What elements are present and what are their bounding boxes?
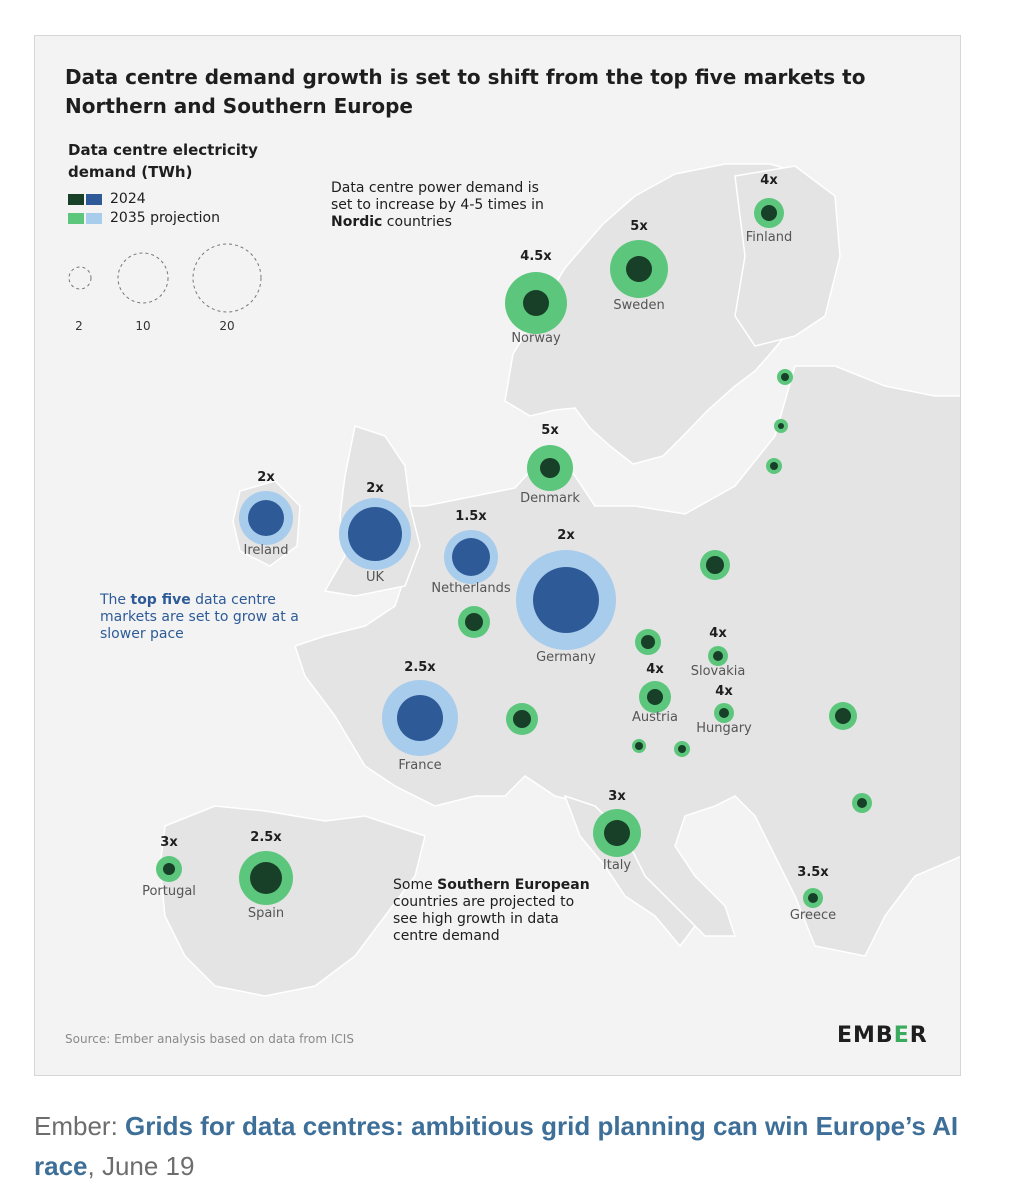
legend-label-2035: 2035 projection: [110, 210, 220, 226]
greece-name-label: Greece: [789, 908, 837, 923]
legend-scale-circle-1: [118, 253, 168, 303]
scale-label-20: 20: [219, 319, 235, 333]
netherlands-name-label: Netherlands: [431, 581, 511, 596]
uk-2024-bubble: [348, 507, 402, 561]
unlabelled-2024-bubble-2: [770, 462, 778, 470]
ireland-name-label: Ireland: [243, 543, 289, 558]
finland-2024-bubble: [761, 205, 777, 221]
austria-2024-bubble: [647, 689, 663, 705]
legend-title: Data centre electricity demand (TWh): [68, 141, 258, 181]
slovakia-2024-bubble: [713, 651, 723, 661]
france-2024-bubble: [397, 695, 443, 741]
hungary-2024-bubble: [719, 708, 729, 718]
sweden-name-label: Sweden: [613, 298, 665, 313]
slovakia-growth-label: 4x: [709, 626, 727, 641]
uk-growth-label: 2x: [366, 481, 384, 496]
legend-item-2035: [68, 210, 220, 226]
note-top-five: [100, 592, 300, 643]
note-nordic-text-2: countries: [382, 214, 452, 230]
caption-suffix: , June 19: [87, 1151, 195, 1181]
note-southern-text-2: countries are projected to see high growth in data centre demand: [393, 894, 575, 944]
hungary-name-label: Hungary: [696, 721, 752, 736]
germany-2024-bubble: [533, 567, 599, 633]
article-link[interactable]: Grids for data centres: ambitious grid planning can win Europe’s AI race: [34, 1111, 959, 1181]
greece-growth-label: 3.5x: [797, 865, 829, 880]
norway-2024-bubble: [523, 290, 549, 316]
unlabelled-2024-bubble-10: [857, 798, 867, 808]
scale-label-2: 2: [75, 319, 83, 333]
caption-prefix: Ember:: [34, 1111, 126, 1141]
spain-growth-label: 2.5x: [250, 830, 282, 845]
italy-2024-bubble: [604, 820, 630, 846]
unlabelled-2024-bubble-4: [465, 613, 483, 631]
slovakia-name-label: Slovakia: [690, 664, 746, 679]
legend-label-2024: 2024: [110, 191, 146, 207]
unlabelled-2024-bubble-5: [641, 635, 655, 649]
netherlands-growth-label: 1.5x: [455, 509, 487, 524]
norway-name-label: Norway: [511, 331, 561, 346]
unlabelled-2024-bubble-9: [835, 708, 851, 724]
legend-swatch-green-2035: [68, 213, 84, 224]
portugal-2024-bubble: [163, 863, 175, 875]
note-top-five-text-2: data centre markets are set to grow at a slower pace: [100, 592, 299, 642]
sweden-2024-bubble: [626, 256, 652, 282]
article-caption: [34, 1106, 974, 1186]
denmark-name-label: Denmark: [520, 491, 580, 506]
denmark-2024-bubble: [540, 458, 560, 478]
note-top-five-bold: top five: [130, 592, 191, 608]
spain-2024-bubble: [250, 862, 282, 894]
logo-text-accent: E: [893, 1023, 910, 1048]
italy-growth-label: 3x: [608, 789, 626, 804]
scale-label-10: 10: [135, 319, 151, 333]
sweden-growth-label: 5x: [630, 219, 648, 234]
note-southern-bold: Southern European: [437, 877, 590, 893]
infographic-card: [34, 35, 961, 1076]
note-nordic: [331, 180, 551, 231]
spain-name-label: Spain: [247, 906, 285, 921]
legend-swatch-green-2024: [68, 194, 84, 205]
note-southern-text-1: Some: [393, 877, 438, 893]
ireland-growth-label: 2x: [257, 470, 275, 485]
portugal-name-label: Portugal: [142, 884, 196, 899]
unlabelled-2024-bubble-1: [778, 423, 784, 429]
germany-growth-label: 2x: [557, 528, 575, 543]
germany-name-label: Germany: [536, 650, 596, 665]
finland-growth-label: 4x: [760, 173, 778, 188]
finland-land: [735, 166, 840, 346]
greece-2024-bubble: [808, 893, 818, 903]
denmark-growth-label: 5x: [541, 423, 559, 438]
note-southern: [393, 877, 603, 945]
norway-growth-label: 4.5x: [520, 249, 552, 264]
source-note: Source: Ember analysis based on data from ICIS: [65, 1032, 354, 1046]
legend-scale-circle-0: [69, 267, 91, 289]
france-name-label: France: [398, 758, 442, 773]
unlabelled-2024-bubble-6: [513, 710, 531, 728]
hungary-growth-label: 4x: [715, 684, 733, 699]
uk-name-label: UK: [365, 570, 385, 585]
ireland-2024-bubble: [248, 500, 284, 536]
logo-text-1: EMB: [837, 1023, 894, 1048]
ember-logo: [837, 1023, 928, 1048]
note-nordic-text-1: Data centre power demand is set to increase by 4-5 times in: [331, 180, 544, 213]
unlabelled-2024-bubble-7: [635, 742, 643, 750]
chart-title: Data centre demand growth is set to shift from the top five markets to Northern and Southern Europe: [65, 65, 866, 118]
italy-name-label: Italy: [602, 858, 632, 873]
finland-name-label: Finland: [745, 230, 793, 245]
unlabelled-2024-bubble-0: [781, 373, 789, 381]
legend-item-2024: [68, 191, 146, 207]
unlabelled-2024-bubble-3: [706, 556, 724, 574]
note-nordic-bold: Nordic: [331, 214, 383, 230]
netherlands-2024-bubble: [452, 538, 490, 576]
portugal-growth-label: 3x: [160, 835, 178, 850]
legend-swatch-blue-2024: [86, 194, 102, 205]
austria-name-label: Austria: [632, 710, 678, 725]
legend-swatch-blue-2035: [86, 213, 102, 224]
france-growth-label: 2.5x: [404, 660, 436, 675]
legend-scale-circle-2: [193, 244, 261, 312]
iberia-land: [160, 806, 425, 996]
note-top-five-text-1: The: [100, 592, 131, 608]
unlabelled-2024-bubble-8: [678, 745, 686, 753]
logo-text-2: R: [909, 1023, 928, 1048]
austria-growth-label: 4x: [646, 662, 664, 677]
